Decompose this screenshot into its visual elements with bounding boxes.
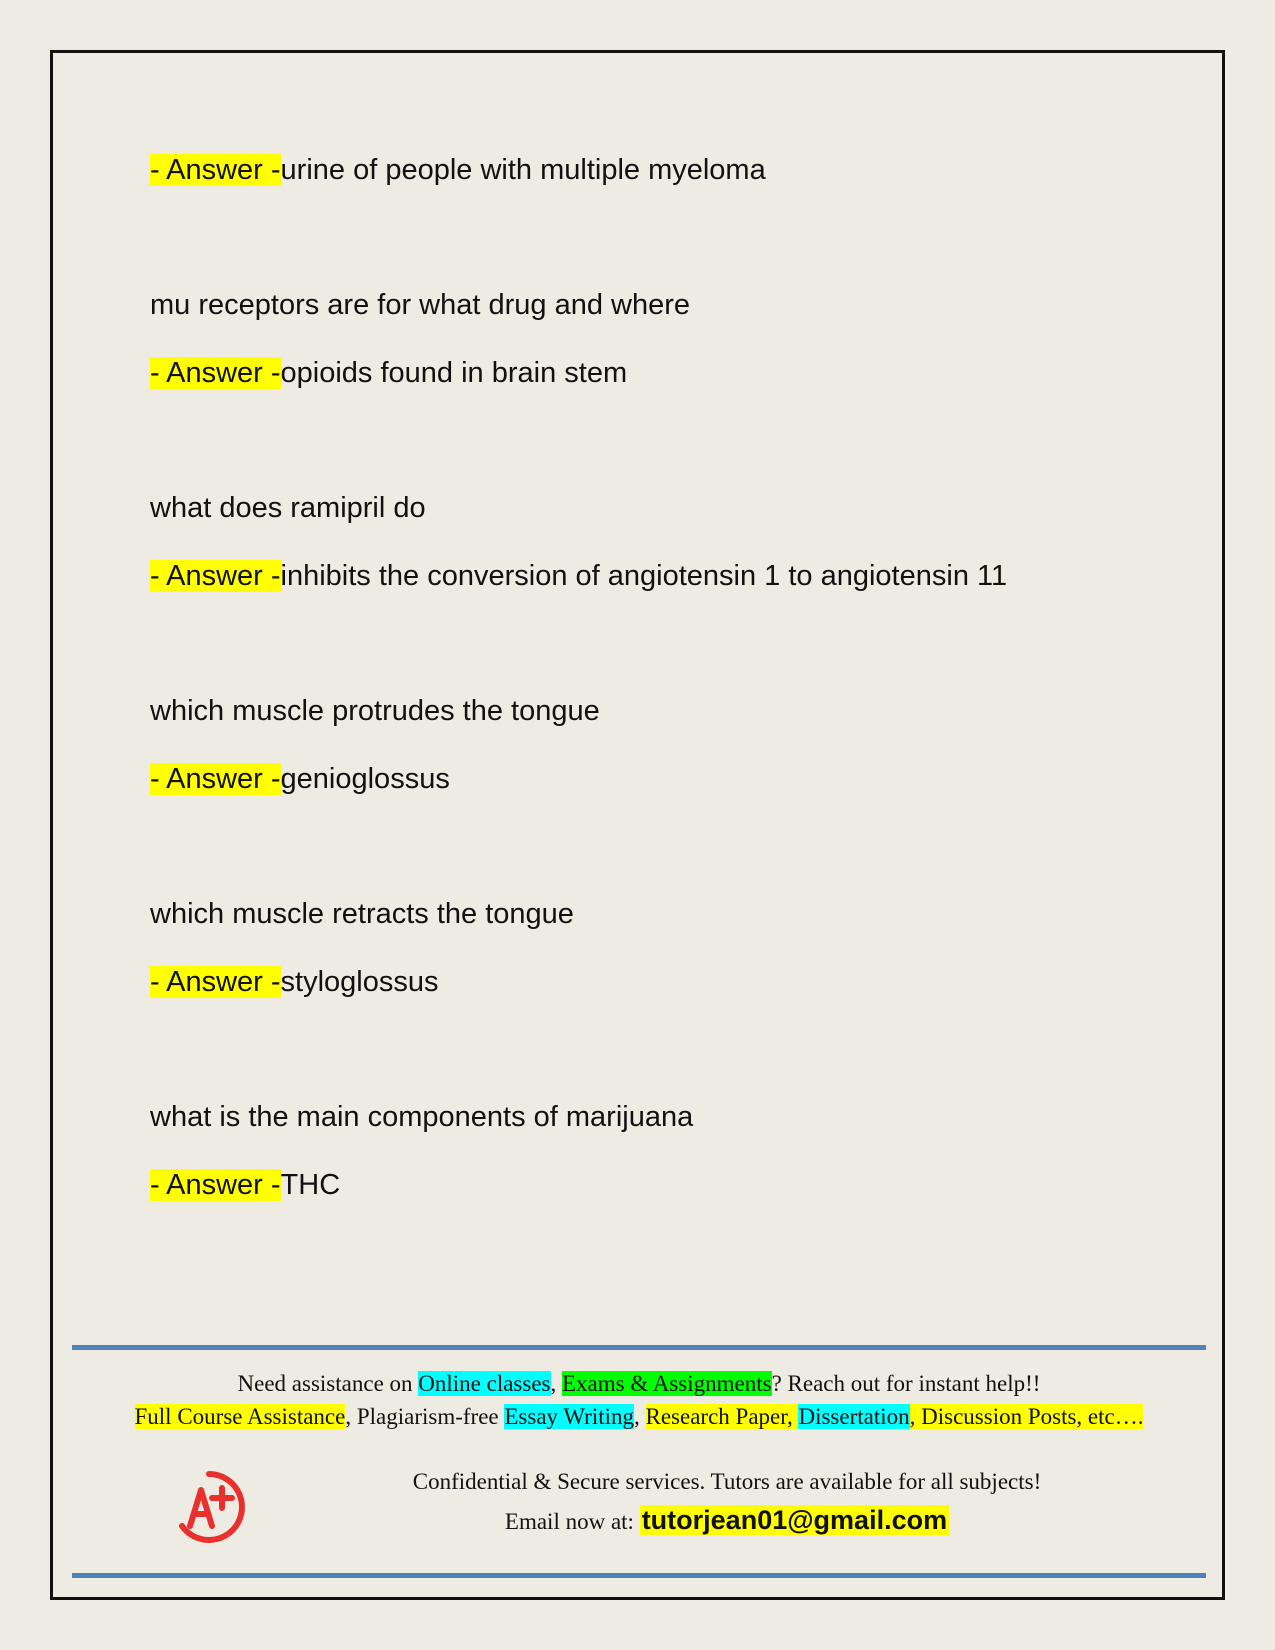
footer-bottom-rule: [72, 1573, 1206, 1578]
footer-text: Need assistance on: [237, 1371, 419, 1396]
footer-text: ? Reach out for instant help!!: [771, 1371, 1041, 1396]
highlight-exams-assignments: Exams & Assignments: [562, 1371, 772, 1396]
highlight-discussion-posts: , Discussion Posts, etc….: [909, 1404, 1144, 1429]
highlight-essay-writing: Essay Writing: [504, 1404, 634, 1429]
answer-line-2: [150, 556, 1007, 596]
footer-text: , Plagiarism-free: [345, 1404, 505, 1429]
footer-line-2: [72, 1401, 1206, 1433]
footer-line-1: [72, 1368, 1206, 1400]
answer-line-4: [150, 962, 439, 1002]
question-line-1: mu receptors are for what drug and where: [150, 289, 690, 321]
question-line-4: which muscle retracts the tongue: [150, 898, 574, 930]
highlight-full-course: Full Course Assistance: [134, 1404, 346, 1429]
answer-text: inhibits the conversion of angiotensin 1 to angiotensin 11: [280, 560, 1008, 592]
question-line-2: what does ramipril do: [150, 492, 426, 524]
answer-text: opioids found in brain stem: [280, 357, 628, 389]
answer-line-1: [150, 353, 627, 393]
footer-text: ,: [634, 1404, 646, 1429]
footer-text: ,: [550, 1371, 562, 1396]
email-address[interactable]: tutorjean01@gmail.com: [641, 1505, 948, 1535]
answer-label: - Answer -: [150, 357, 281, 389]
answer-label: - Answer -: [150, 1169, 281, 1201]
answer-text: THC: [280, 1169, 341, 1201]
highlight-research-paper: Research Paper,: [645, 1404, 793, 1429]
answer-label: - Answer -: [150, 966, 281, 998]
email-label: Email now at:: [504, 1509, 640, 1534]
answer-label: - Answer -: [150, 560, 281, 592]
answer-text: styloglossus: [280, 966, 439, 998]
answer-line-0: [150, 150, 766, 190]
answer-text: genioglossus: [280, 763, 450, 795]
highlight-online-classes: Online classes: [418, 1371, 551, 1396]
footer-email-line: [160, 1504, 1275, 1538]
footer-top-rule: [72, 1345, 1206, 1350]
footer-line-3: Confidential & Secure services. Tutors are available for all subjects!: [412, 1469, 1042, 1494]
answer-label: - Answer -: [150, 763, 281, 795]
highlight-dissertation: Dissertation: [798, 1404, 910, 1429]
question-line-3: which muscle protrudes the tongue: [150, 695, 600, 727]
question-line-5: what is the main components of marijuana: [150, 1101, 694, 1133]
answer-line-3: [150, 759, 450, 799]
answer-label: - Answer -: [150, 154, 281, 186]
answer-line-5: [150, 1165, 340, 1205]
answer-text: urine of people with multiple myeloma: [280, 154, 766, 186]
